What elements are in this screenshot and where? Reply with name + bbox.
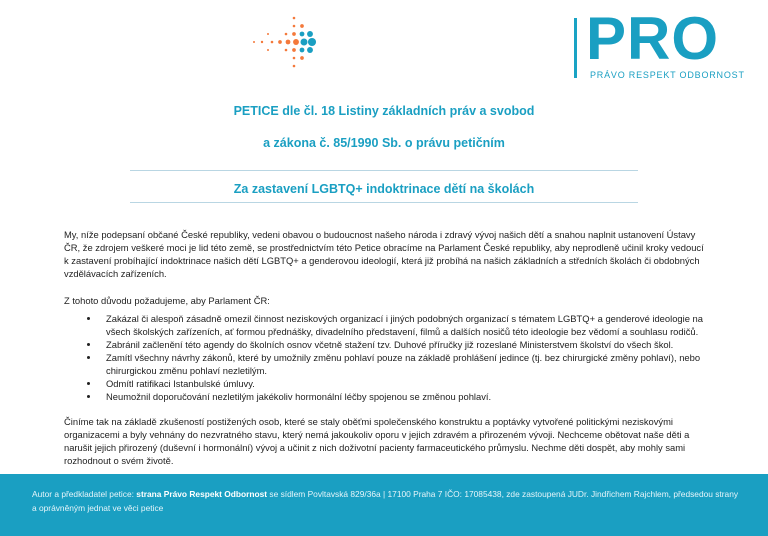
- demands-list: [64, 312, 704, 403]
- logo-subtitle: PRÁVO RESPEKT ODBORNOST: [590, 70, 745, 80]
- list-item: • Odmítl ratifikaci Istanbulské úmluvy.: [100, 377, 704, 390]
- title-divider-bottom: [130, 202, 638, 203]
- logo-arrow-icon: [244, 6, 334, 76]
- demand-lead: Z tohoto důvodu požadujeme, aby Parlament ČR:: [64, 295, 270, 306]
- intro-paragraph: My, níže podepsaní občané České republiky, vedeni obavou o budoucnost našeho národa i zdravý vývoj našich dětí a snahou naplnit ustanovení Ústavy ČR, že zdrojem veškeré moci je lid této země, se prostřednictvím této Petice obracíme na Parlament České republiky, aby neprodleně učinil kroky vedoucí k zastavení probíhající indoktrinace našich dětí LGBTQ+ a genderovou ideologií, která již probíhá na našich základních a středních školách či obdobných vzdělávacích zařízeních.: [64, 229, 704, 279]
- list-item: • Zabránil začlenění této agendy do školních osnov včetně stažení tzv. Duhové příručky již rozeslané Ministerstvem školství do všech škol.: [100, 338, 704, 351]
- footer-text: [32, 488, 742, 515]
- closing-paragraph: Činíme tak na základě zkušeností postižených osob, které se staly oběťmi společenského konstruktu a poptávky vytvořené politickými neziskovými organizacemi a byly vehnány do nezvratného stavu, který nemá jakoukoliv oporu v jejich zdravém a přirozeném vývoji. Nechceme obětovat naše děti a narušit jejich přirozený (duševní i hormonální) vývoj a učinit z nich doživotní pacienty farmaceutického průmyslu. Nechme děti dospět, aby mohly sami rozhodnout o svém životě.: [64, 416, 690, 466]
- footer-details: se sídlem Povltavská 829/36a | 17100 Praha 7 IČO: 17085438, zde zastoupená JUDr. Jindřichem Rajchlem, předsedou strany a oprávněným jednat ve věci petice: [32, 489, 739, 513]
- petition-title-line1: PETICE dle čl. 18 Listiny základních práv a svobod: [233, 104, 535, 118]
- logo-wordmark: PRO: [586, 5, 720, 72]
- list-item: • Zamítl všechny návrhy zákonů, které by umožnily změnu pohlaví pouze na základě prohlášení jedince (tj. bez chirurgické změny pohlaví), nebo chirurgickou změnu pohlaví nezletilým.: [100, 351, 704, 377]
- petition-title-line2: a zákona č. 85/1990 Sb. o právu petičním: [263, 136, 505, 150]
- petition-subject: Za zastavení LGBTQ+ indoktrinace dětí na školách: [233, 182, 535, 196]
- petition-body: [64, 228, 704, 467]
- pro-logo: [244, 5, 745, 80]
- list-item: • Zakázal či alespoň zásadně omezil činnost neziskových organizací i jiných podobných organizací s tématem LGBTQ+ a genderové ideologie na všech školských zařízeních, ať formou přednášky, divadelního představení, filmů a dalších nosičů této ideologie bez vědomí a souhlasu rodičů.: [100, 312, 704, 338]
- logo-divider: [574, 18, 577, 78]
- footer-prefix: Autor a předkladatel petice:: [32, 489, 137, 499]
- footer-party: strana Právo Respekt Odbornost: [136, 489, 268, 499]
- title-divider-top: [130, 170, 638, 171]
- list-item: • Neumožnil doporučování nezletilým jakékoliv hormonální léčby spojenou se změnou pohlaví.: [100, 390, 704, 403]
